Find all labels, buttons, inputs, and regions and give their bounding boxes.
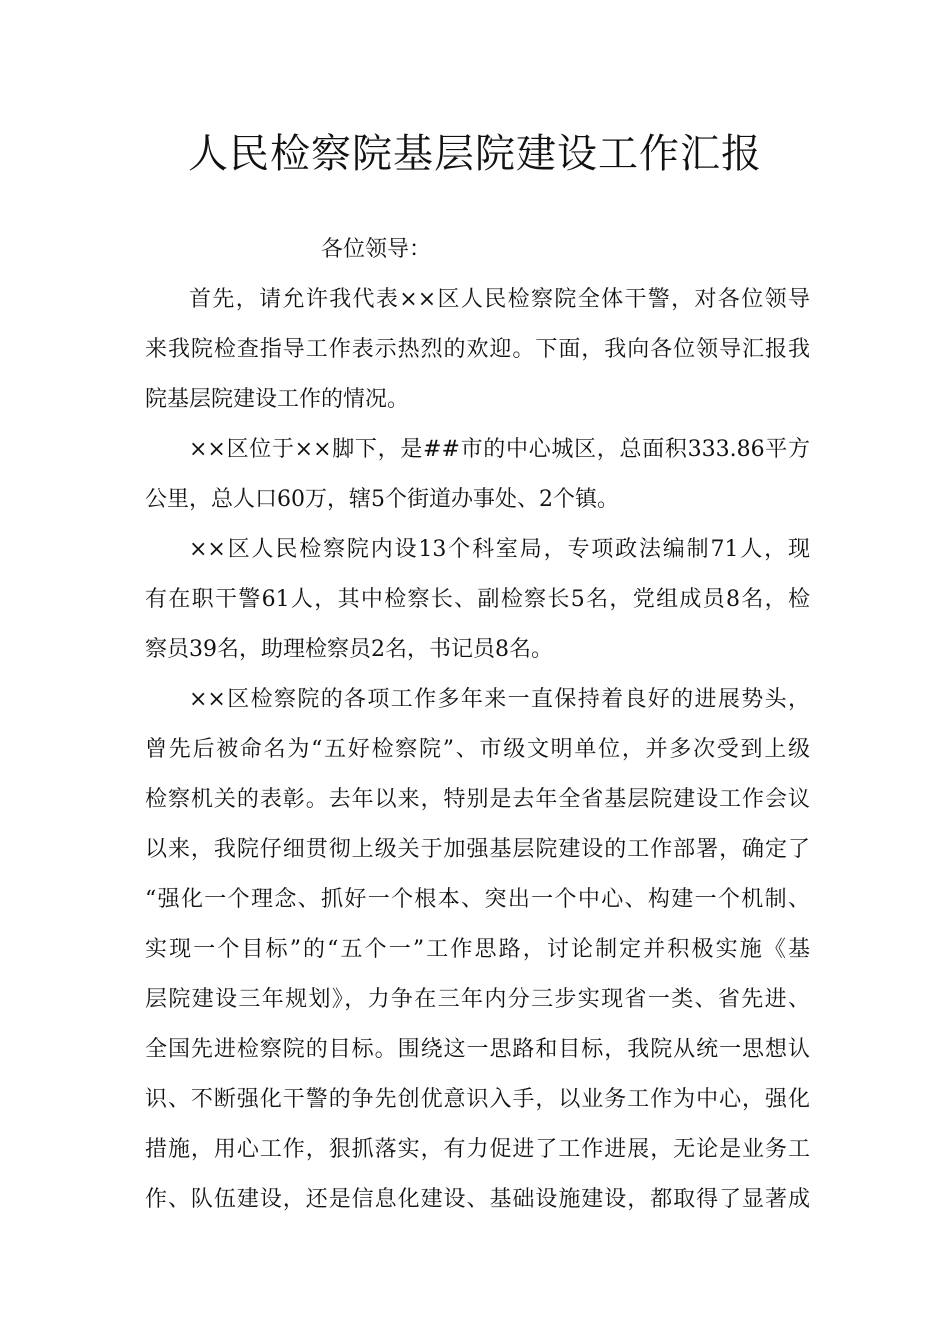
text-line-17: 识、不断强化干警的争先创优意识入手，以业务工作为中心，强化 [145,1087,810,1112]
text-line-2: 来我院检查指导工作表示热烈的欢迎。下面，我向各位领导汇报我 [145,337,810,362]
text-line-13: “强化一个理念、抓好一个根本、突出一个中心、构建一个机制、 [145,887,810,912]
text-line-12: 以来，我院仔细贯彻上级关于加强基层院建设的工作部署，确定了 [145,837,810,862]
text-line-18: 措施，用心工作，狠抓落实，有力促进了工作进展，无论是业务工 [145,1137,810,1162]
text-line-15: 层院建设三年规划》，力争在三年内分三步实现省一类、省先进、 [145,987,810,1012]
document-title: 人民检察院基层院建设工作汇报 [188,131,762,177]
text-line-1: 首先，请允许我代表××区人民检察院全体干警，对各位领导 [189,287,810,312]
text-line-19: 作、队伍建设，还是信息化建设、基础设施建设，都取得了显著成 [145,1187,810,1212]
text-line-14: 实现一个目标”的“五个一”工作思路，讨论制定并积极实施《基 [145,937,810,962]
text-line-9: ××区检察院的各项工作多年来一直保持着良好的进展势头， [189,687,810,712]
text-line-3: 院基层院建设工作的情况。 [145,387,410,412]
text-line-4: ××区位于××脚下，是##市的中心城区，总面积333.86平方 [189,437,810,462]
salutation: 各位领导： [321,237,432,262]
text-line-10: 曾先后被命名为“五好检察院”、市级文明单位，并多次受到上级 [145,737,810,762]
document-body [145,225,810,1225]
text-line-7: 有在职干警61人，其中检察长、副检察长5名，党组成员8名，检 [145,587,810,612]
text-line-5: 公里，总人口60万，辖5个街道办事处、2个镇。 [145,487,619,512]
text-line-11: 检察机关的表彰。去年以来，特别是去年全省基层院建设工作会议 [145,787,810,812]
text-line-8: 察员39名，助理检察员2名，书记员8名。 [145,637,553,662]
text-line-16: 全国先进检察院的目标。围绕这一思路和目标，我院从统一思想认 [145,1037,810,1062]
text-line-6: ××区人民检察院内设13个科室局，专项政法编制71人，现 [189,537,810,562]
